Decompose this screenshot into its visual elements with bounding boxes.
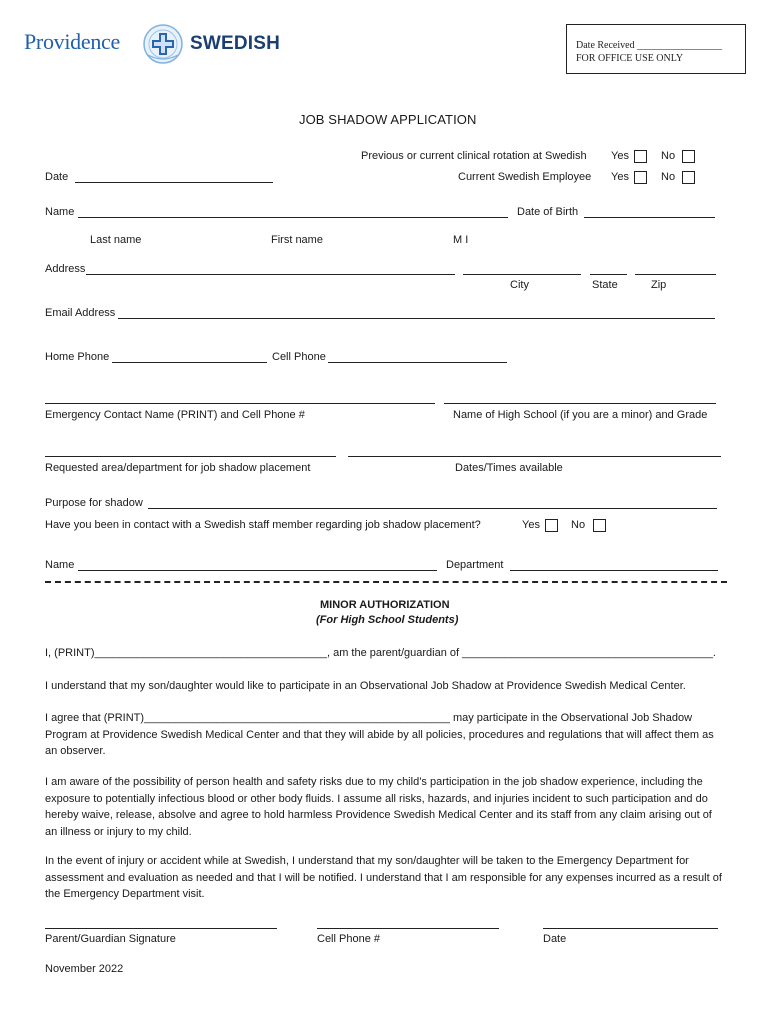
parent-print-line: I, (PRINT)______________________________________, am the parent/guardian of _________________________________________.: [45, 647, 716, 659]
email-field[interactable]: [118, 318, 715, 319]
aware-paragraph: I am aware of the possibility of person health and safety risks due to my child’s participation in the job shadow experience, including the exposure to potentially infectious blood or other body fluids. I assume all risks, hazards, and injuries incident to such participation and do hereby waive, release, absolve and agree to hold harmless Providence Swedish Medical Center and its staff from any claim arising out of an illness or injury to my child.: [45, 776, 712, 838]
rotation-yes-checkbox[interactable]: [634, 150, 647, 163]
signature-date-caption: Date: [543, 933, 567, 945]
mi-caption: M I: [453, 234, 469, 246]
high-school-caption: Name of High School (if you are a minor) and Grade: [453, 409, 708, 421]
contact-yes-checkbox[interactable]: [545, 519, 558, 532]
high-school-field[interactable]: [444, 403, 716, 404]
understand-paragraph: I understand that my son/daughter would like to participate in an Observational Job Shadow at Providence Swedish Medical Center.: [45, 680, 686, 692]
state-caption: State: [592, 279, 618, 291]
city-field[interactable]: [463, 274, 581, 275]
minor-subheading: (For High School Students): [316, 614, 459, 626]
email-label: Email Address: [45, 307, 116, 319]
state-field[interactable]: [590, 274, 627, 275]
city-caption: City: [510, 279, 529, 291]
parent-signature-field[interactable]: [45, 928, 277, 929]
employee-no-checkbox[interactable]: [682, 171, 695, 184]
dates-times-field[interactable]: [348, 456, 721, 457]
contact-no-label: No: [571, 519, 586, 531]
parent-signature-caption: Parent/Guardian Signature: [45, 933, 176, 945]
address-field[interactable]: [86, 274, 455, 275]
last-name-caption: Last name: [90, 234, 142, 246]
zip-field[interactable]: [635, 274, 716, 275]
date-received-label: Date Received _________________: [576, 40, 723, 51]
department-label: Department: [446, 559, 504, 571]
date-label: Date: [45, 171, 69, 183]
staff-name-field[interactable]: [78, 570, 437, 571]
employee-yes-checkbox[interactable]: [634, 171, 647, 184]
cell-phone-field[interactable]: [328, 362, 507, 363]
name-label: Name: [45, 206, 75, 218]
footer-date: November 2022: [45, 963, 124, 975]
dates-times-caption: Dates/Times available: [455, 462, 563, 474]
providence-logo-text: Providence: [24, 29, 120, 54]
first-name-caption: First name: [271, 234, 323, 246]
signature-cell-caption: Cell Phone #: [317, 933, 380, 945]
requested-area-caption: Requested area/department for job shadow placement: [45, 462, 311, 474]
department-field[interactable]: [510, 570, 718, 571]
previous-rotation-label: Previous or current clinical rotation at Swedish: [361, 150, 587, 162]
purpose-label: Purpose for shadow: [45, 497, 143, 509]
date-field[interactable]: [75, 182, 273, 183]
rotation-no-checkbox[interactable]: [682, 150, 695, 163]
form-title: JOB SHADOW APPLICATION: [299, 112, 477, 127]
contact-question-label: Have you been in contact with a Swedish staff member regarding job shadow placement?: [45, 519, 481, 531]
rotation-yes-label: Yes: [611, 150, 629, 162]
rotation-no-label: No: [661, 150, 676, 162]
name-field[interactable]: [78, 217, 508, 218]
employee-no-label: No: [661, 171, 676, 183]
requested-area-field[interactable]: [45, 456, 336, 457]
cell-phone-label: Cell Phone: [272, 351, 326, 363]
swedish-logo-text: SWEDISH: [190, 33, 281, 54]
purpose-field[interactable]: [148, 508, 717, 509]
staff-name-label: Name: [45, 559, 75, 571]
minor-heading: MINOR AUTHORIZATION: [320, 599, 450, 611]
office-use-label: FOR OFFICE USE ONLY: [576, 53, 684, 64]
contact-yes-label: Yes: [522, 519, 540, 531]
agree-paragraph: I agree that (PRINT)__________________________________________________ may participate in the Observational Job Shadow Program at Providence Swedish Medical Center and that they will abide by all policies, procedures and regulations that will affect them as an observer.: [45, 712, 714, 757]
swedish-seal-icon: [142, 23, 184, 65]
injury-paragraph: In the event of injury or accident while at Swedish, I understand that my son/daughter will be taken to the Emergency Department for assessment and evaluation as needed and that I will be notified. I understand that I am responsible for any expenses incurred as a result of the Emergency Department visit.: [45, 855, 722, 900]
address-label: Address: [45, 263, 86, 275]
date-of-birth-label: Date of Birth: [517, 206, 579, 218]
current-employee-label: Current Swedish Employee: [458, 171, 592, 183]
section-divider: [45, 581, 727, 583]
emergency-contact-caption: Emergency Contact Name (PRINT) and Cell Phone #: [45, 409, 305, 421]
office-use-box: [566, 24, 746, 74]
employee-yes-label: Yes: [611, 171, 629, 183]
contact-no-checkbox[interactable]: [593, 519, 606, 532]
signature-date-field[interactable]: [543, 928, 718, 929]
emergency-contact-field[interactable]: [45, 403, 435, 404]
signature-cell-field[interactable]: [317, 928, 499, 929]
date-of-birth-field[interactable]: [584, 217, 715, 218]
home-phone-field[interactable]: [112, 362, 267, 363]
zip-caption: Zip: [651, 279, 667, 291]
home-phone-label: Home Phone: [45, 351, 110, 363]
